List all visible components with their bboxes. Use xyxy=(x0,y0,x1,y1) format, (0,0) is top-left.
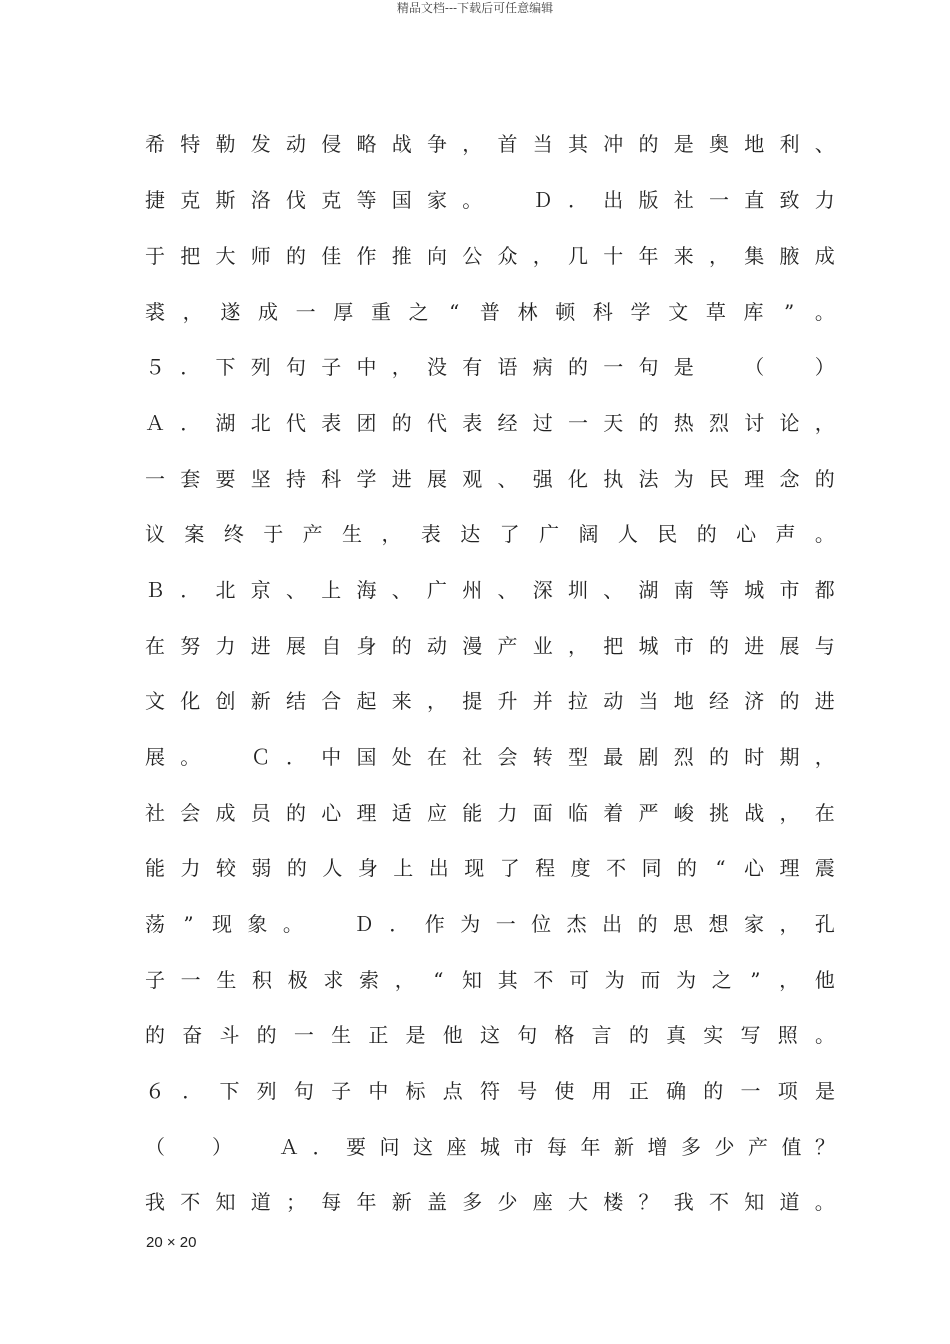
text-line: 一 套 要 坚 持 科 学 进 展 观 、 强 化 执 法 为 民 理 念 的 xyxy=(145,467,835,491)
text-line: 子 一 生 积 极 求 索 ， “ 知 其 不 可 为 而 为 之 ” ， 他 xyxy=(145,968,835,992)
grid-size-label: 20 × 20 xyxy=(146,1234,197,1251)
text-line: 文 化 创 新 结 合 起 来 ， 提 升 并 拉 动 当 地 经 济 的 进 xyxy=(145,689,835,713)
text-line: 希 特 勒 发 动 侵 略 战 争 ， 首 当 其 冲 的 是 奥 地 利 、 xyxy=(145,132,835,156)
text-line: 荡 ” 现 象 。 Ｄ ． 作 为 一 位 杰 出 的 思 想 家 ， 孔 xyxy=(145,912,835,936)
text-line: 能 力 较 弱 的 人 身 上 出 现 了 程 度 不 同 的 “ 心 理 震 xyxy=(145,856,835,880)
text-line: ５ ． 下 列 句 子 中 ， 没 有 语 病 的 一 句 是 （ ） xyxy=(145,355,835,379)
text-line: 于 把 大 师 的 佳 作 推 向 公 众 ， 几 十 年 来 ， 集 腋 成 xyxy=(145,244,835,268)
text-line: 我 不 知 道 ； 每 年 新 盖 多 少 座 大 楼 ？ 我 不 知 道 。 xyxy=(145,1190,835,1214)
text-line: 的 奋 斗 的 一 生 正 是 他 这 句 格 言 的 真 实 写 照 。 xyxy=(145,1023,835,1047)
text-line: 展 。 Ｃ ． 中 国 处 在 社 会 转 型 最 剧 烈 的 时 期 ， xyxy=(145,745,835,769)
text-line: 裘 ， 遂 成 一 厚 重 之 “ 普 林 顿 科 学 文 草 库 ” 。 xyxy=(145,300,835,324)
text-line: （ ） Ａ ． 要 问 这 座 城 市 每 年 新 增 多 少 产 值 ？ xyxy=(145,1135,835,1159)
text-line: 捷 克 斯 洛 伐 克 等 国 家 。 Ｄ ． 出 版 社 一 直 致 力 xyxy=(145,188,835,212)
text-line: Ａ ． 湖 北 代 表 团 的 代 表 经 过 一 天 的 热 烈 讨 论 ， xyxy=(145,411,835,435)
text-line: Ｂ ． 北 京 、 上 海 、 广 州 、 深 圳 、 湖 南 等 城 市 都 xyxy=(145,578,835,602)
text-line: 议 案 终 于 产 生 ， 表 达 了 广 阔 人 民 的 心 声 。 xyxy=(145,522,835,546)
text-line: 在 努 力 进 展 自 身 的 动 漫 产 业 ， 把 城 市 的 进 展 与 xyxy=(145,634,835,658)
text-line: ６ ． 下 列 句 子 中 标 点 符 号 使 用 正 确 的 一 项 是 xyxy=(145,1079,835,1103)
text-line: 社 会 成 员 的 心 理 适 应 能 力 面 临 着 严 峻 挑 战 ， 在 xyxy=(145,801,835,825)
page-header: 精品文档---下载后可任意编辑 xyxy=(396,1,554,15)
